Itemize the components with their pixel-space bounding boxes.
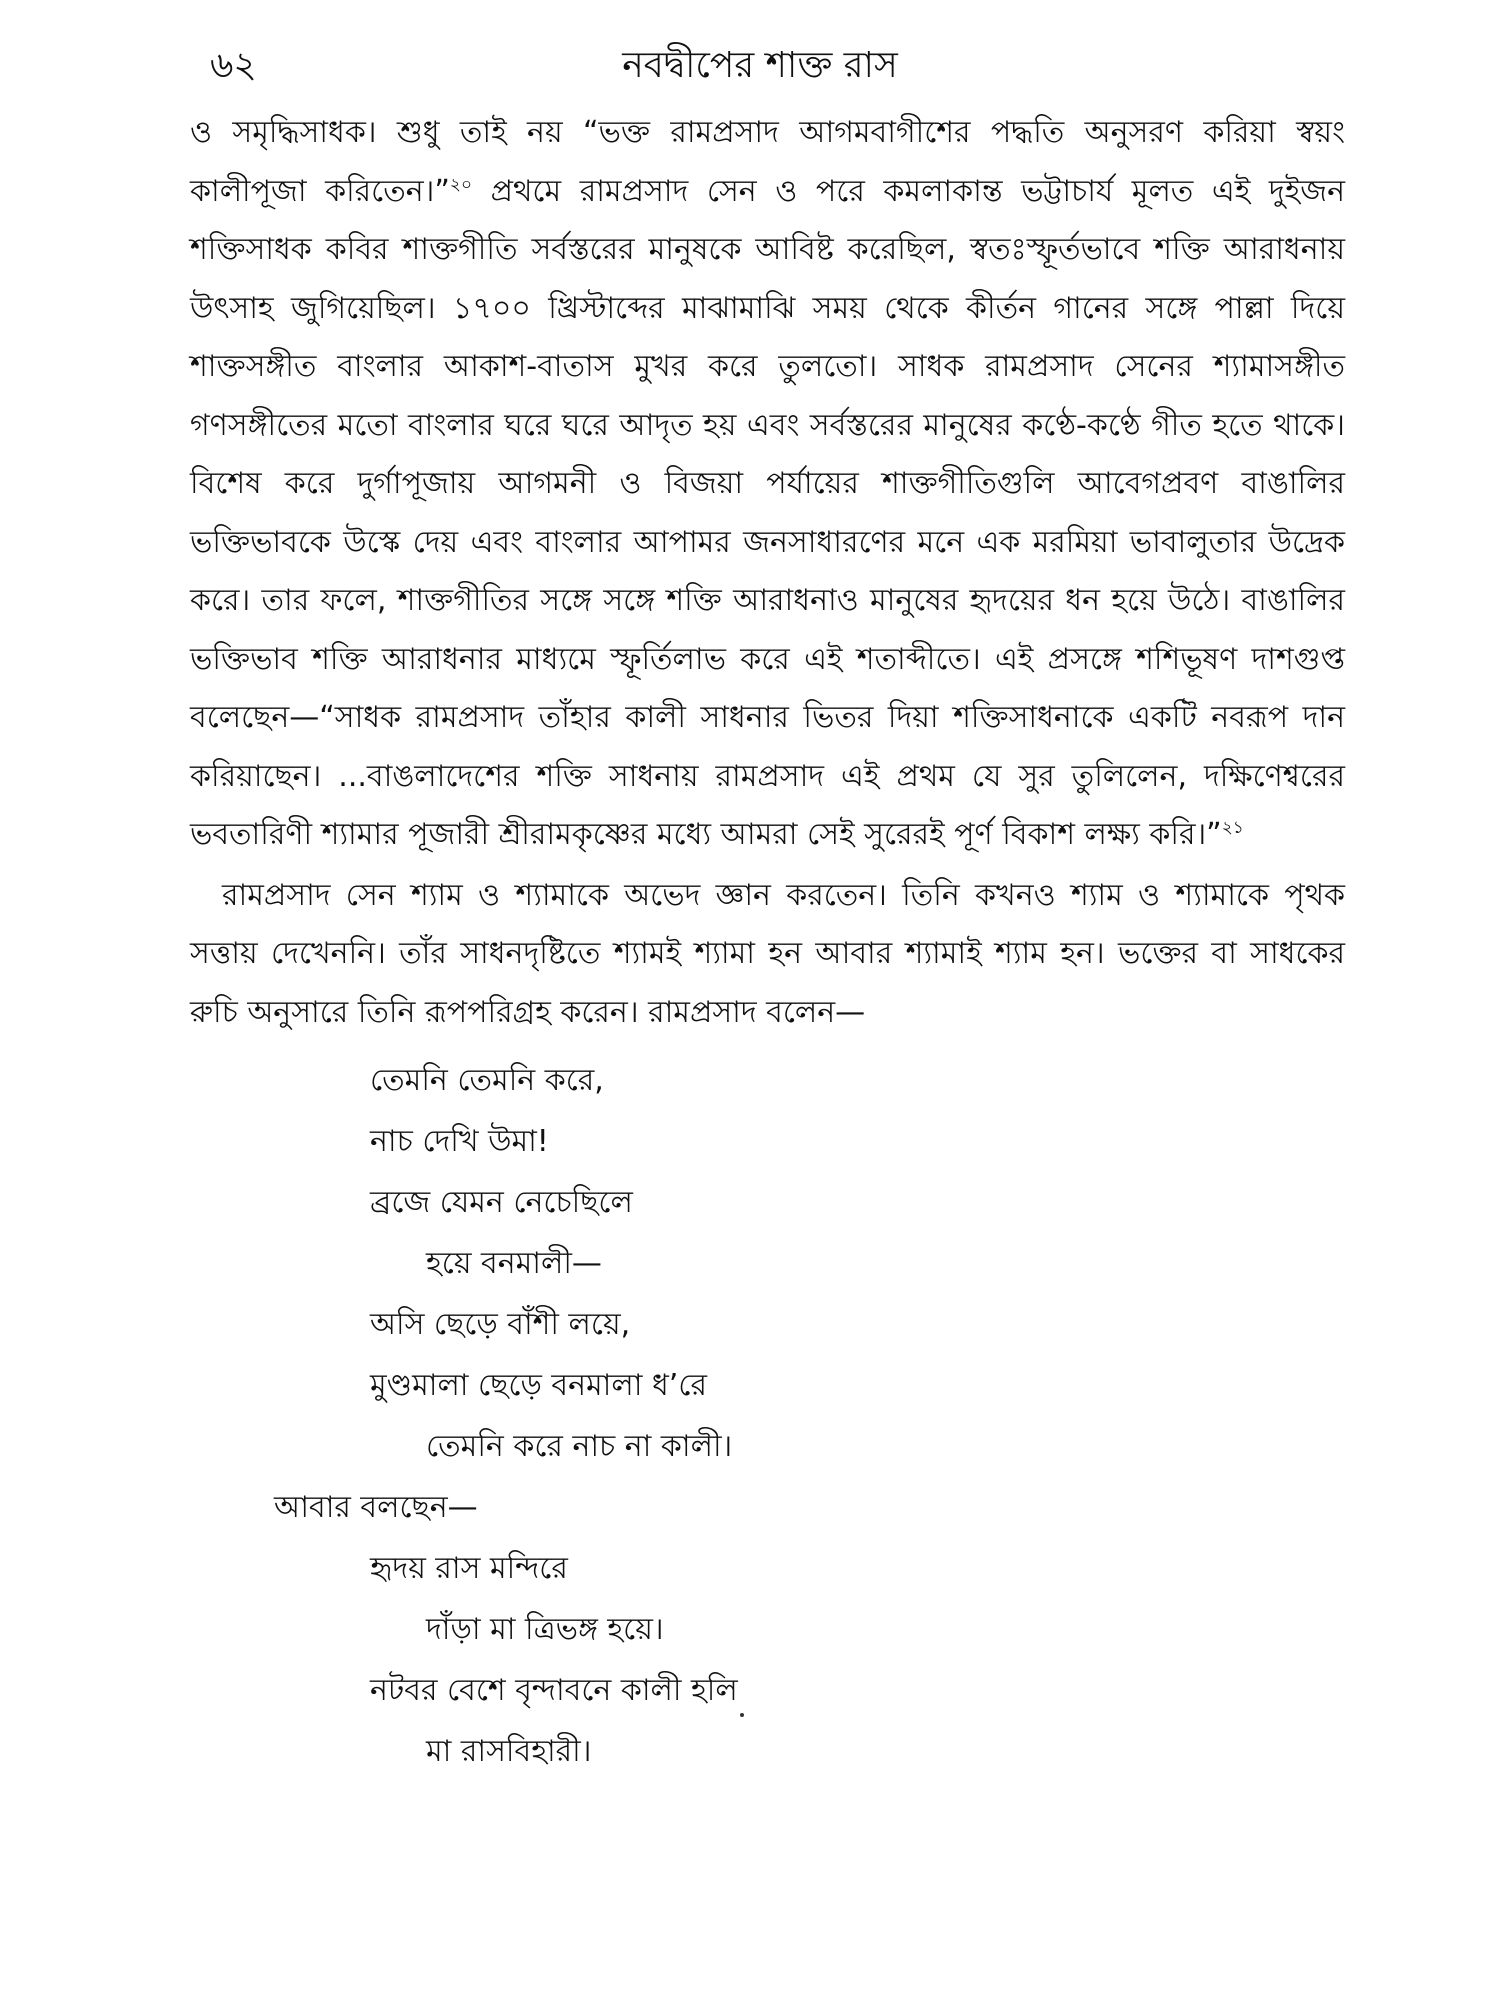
page-number: ৬২	[210, 45, 257, 86]
running-title: নবদ্বীপের শাক্ত রাস	[622, 45, 898, 86]
verse-1	[370, 1050, 1345, 1477]
paragraph-1	[190, 104, 1345, 865]
transition-line: আবার বলছেন—	[274, 1490, 478, 1525]
verse-2	[370, 1538, 1345, 1782]
verse-line: হৃদয় রাস মন্দিরে	[370, 1551, 568, 1586]
verse-line: তেমনি তেমনি করে,	[370, 1063, 604, 1098]
verse-line: মুণ্ডমালা ছেড়ে বনমালা ধ’রে	[370, 1368, 707, 1403]
print-speck	[740, 1713, 744, 1717]
paragraph-2: রামপ্রসাদ সেন শ্যাম ও শ্যামাকে অভেদ জ্ঞান করতেন। তিনি কখনও শ্যাম ও শ্যামাকে পৃথক সত্তায় দেখেননি। তাঁর সাধনদৃষ্টিতে শ্যামই শ্যামা হন আবার শ্যামাই শ্যাম হন। ভক্তের বা সাধকের রুচি অনুসারে তিনি রূপপরিগ্রহ করেন। রামপ্রসাদ বলেন—	[190, 877, 1345, 1030]
verse-line: নাচ দেখি উমা!	[370, 1124, 549, 1159]
verse-line: তেমনি করে নাচ না কালী।	[426, 1429, 733, 1464]
paragraph-1-part-1: ও সমৃদ্ধিসাধক। শুধু তাই নয় “ভক্ত রামপ্রসাদ আগমবাগীশের পদ্ধতি অনুসরণ করিয়া স্বয়ং কালীপূজা করিতেন।”	[190, 115, 1345, 209]
footnote-ref-20: ২০	[449, 174, 473, 195]
page-header	[180, 36, 1340, 96]
verse-line: অসি ছেড়ে বাঁশী লয়ে,	[370, 1307, 631, 1342]
paragraph-1-part-2: প্রথমে রামপ্রসাদ সেন ও পরে কমলাকান্ত ভট্টাচার্য মূলত এই দুইজন শক্তিসাধক কবির শাক্তগীতি সর্বস্তরের মানুষকে আবিষ্ট করেছিল, স্বতঃস্ফূর্তভাবে শক্তি আরাধনায় উৎসাহ জুগিয়েছিল। ১৭০০ খ্রিস্টাব্দের মাঝামাঝি সময় থেকে কীর্তন গানের সঙ্গে পাল্লা দিয়ে শাক্তসঙ্গীত বাংলার আকাশ-বাতাস মুখর করে তুলতো। সাধক রামপ্রসাদ সেনের শ্যামাসঙ্গীত গণসঙ্গীতের মতো বাংলার ঘরে ঘরে আদৃত হয় এবং সর্বস্তরের মানুষের কণ্ঠে-কণ্ঠে গীত হতে থাকে। বিশেষ করে দুর্গাপূজায় আগমনী ও বিজয়া পর্যায়ের শাক্তগীতিগুলি আবেগপ্রবণ বাঙালির ভক্তিভাবকে উস্কে দেয় এবং বাংলার আপামর জনসাধারণের মনে এক মরমিয়া ভাবালুতার উদ্রেক করে। তার ফলে, শাক্তগীতির সঙ্গে সঙ্গে শক্তি আরাধনাও মানুষের হৃদয়ের ধন হয়ে উঠে। বাঙালির ভক্তিভাব শক্তি আরাধনার মাধ্যমে স্ফূর্তিলাভ করে এই শতাব্দীতে। এই প্রসঙ্গে শশিভূষণ দাশগুপ্ত বলেছেন—“সাধক রামপ্রসাদ তাঁহার কালী সাধনার ভিতর দিয়া শক্তিসাধনাকে একটি নবরূপ দান করিয়াছেন। ...বাঙলাদেশের শক্তি সাধনায় রামপ্রসাদ এই প্রথম যে সুর তুলিলেন, দক্ষিণেশ্বরের ভবতারিণী শ্যামার পূজারী শ্রীরামকৃষ্ণের মধ্যে আমরা সেই সুরেরই পূর্ণ বিকাশ লক্ষ্য করি।”	[190, 173, 1345, 852]
body-text	[190, 104, 1345, 1782]
verse-line: নটবর বেশে বৃন্দাবনে কালী হলি	[370, 1673, 738, 1708]
verse-line: মা রাসবিহারী।	[426, 1734, 592, 1769]
footnote-ref-21: ২১	[1221, 818, 1244, 838]
verse-line: হয়ে বনমালী—	[426, 1246, 602, 1281]
verse-line: ব্রজে যেমন নেচেছিলে	[370, 1185, 633, 1220]
verse-line: দাঁড়া মা ত্রিভঙ্গ হয়ে।	[426, 1612, 664, 1647]
